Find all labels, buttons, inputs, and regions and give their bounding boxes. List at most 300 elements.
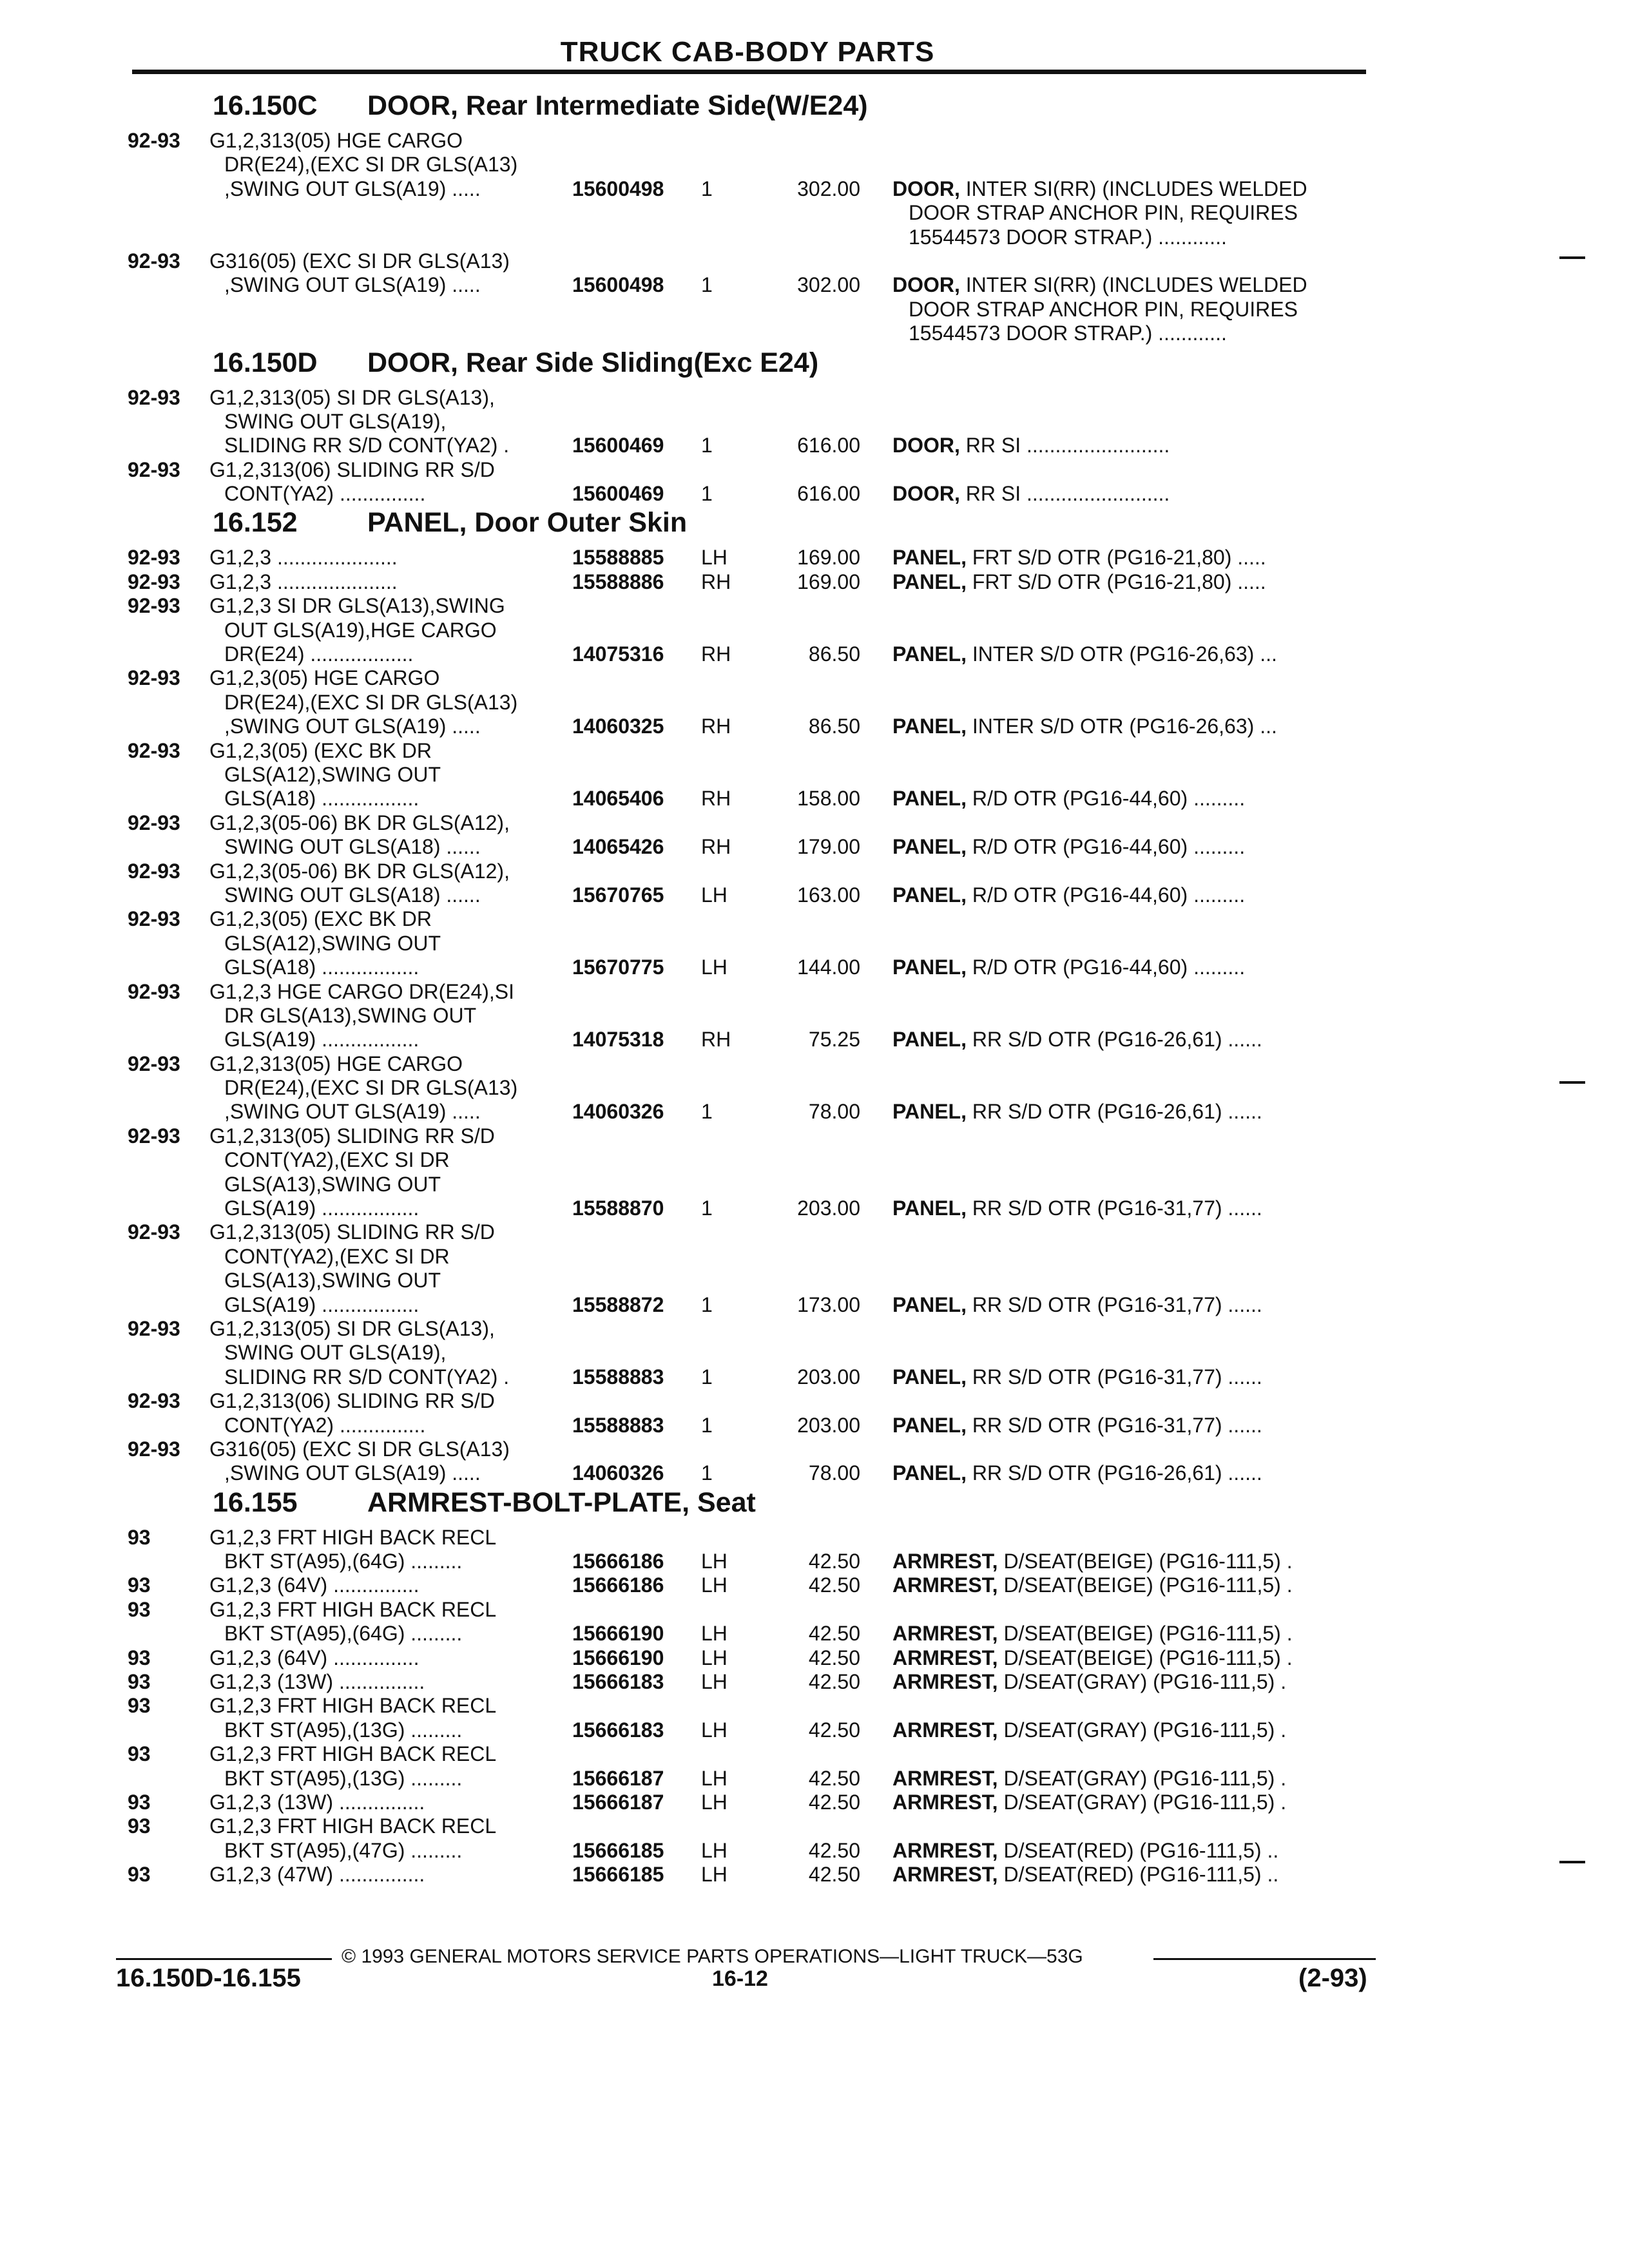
- part-name-detail: DOOR STRAP ANCHOR PIN, REQUIRES: [909, 297, 1298, 321]
- section-number: 16.155: [213, 1486, 298, 1518]
- part-name-bold: DOOR,: [892, 273, 960, 297]
- application-desc: SWING OUT GLS(A19),: [224, 1341, 447, 1365]
- parts-line: [0, 1670, 1629, 1694]
- part-name-detail: INTER S/D OTR (PG16-26,63) ...: [966, 715, 1277, 738]
- parts-line: [0, 1414, 1629, 1437]
- part-name: [892, 570, 1266, 594]
- section-heading: [0, 346, 1629, 386]
- parts-line: [0, 153, 1629, 177]
- model-years: 92-93: [128, 570, 180, 593]
- model-years: 92-93: [128, 666, 180, 690]
- parts-line: [0, 980, 1629, 1004]
- parts-line: [0, 1791, 1629, 1814]
- parts-line: [0, 1742, 1629, 1766]
- part-name: [909, 226, 1227, 249]
- model-years: 93: [128, 1814, 151, 1838]
- part-name-detail: D/SEAT(BEIGE) (PG16-111,5) .: [998, 1646, 1293, 1669]
- application-desc: G1,2,3 FRT HIGH BACK RECL: [209, 1814, 497, 1838]
- section-title: PANEL, Door Outer Skin: [367, 507, 688, 539]
- quantity: RH: [701, 642, 731, 666]
- application-desc: GLS(A12),SWING OUT: [224, 931, 441, 955]
- parts-line: [0, 835, 1629, 859]
- application-desc: G1,2,3 .....................: [209, 570, 398, 593]
- part-name: [892, 956, 1245, 979]
- price: 203.00: [797, 1413, 860, 1437]
- part-name: [892, 482, 1170, 506]
- part-name-detail: R/D OTR (PG16-44,60) .........: [966, 956, 1246, 979]
- part-name-detail: D/SEAT(GRAY) (PG16-111,5) .: [998, 1718, 1287, 1742]
- section-heading: [0, 506, 1629, 546]
- quantity: RH: [701, 835, 731, 859]
- part-name-bold: ARMREST,: [892, 1718, 998, 1742]
- application-desc: G1,2,3 (64V) ...............: [209, 1573, 419, 1597]
- price: 42.50: [808, 1863, 860, 1887]
- quantity: RH: [701, 715, 731, 738]
- application-desc: DR(E24),(EXC SI DR GLS(A13): [224, 1076, 518, 1100]
- application-desc: G1,2,313(05) SI DR GLS(A13),: [209, 1316, 495, 1340]
- part-name: [892, 715, 1277, 738]
- price: 616.00: [797, 482, 860, 506]
- application-desc: GLS(A12),SWING OUT: [224, 762, 441, 786]
- part-name: [892, 1718, 1286, 1742]
- model-years: 93: [128, 1670, 151, 1694]
- application-desc: G1,2,3(05-06) BK DR GLS(A12),: [209, 811, 510, 834]
- part-name-detail: D/SEAT(RED) (PG16-111,5) ..: [998, 1863, 1279, 1887]
- part-number: 15588883: [572, 1413, 664, 1437]
- application-desc: ,SWING OUT GLS(A19) .....: [224, 273, 481, 297]
- page-title: TRUCK CAB-BODY PARTS: [560, 36, 935, 68]
- part-name-detail: RR SI .........................: [959, 434, 1170, 457]
- application-desc: OUT GLS(A19),HGE CARGO: [224, 618, 497, 642]
- part-name-detail: RR S/D OTR (PG16-31,77) ......: [966, 1413, 1262, 1437]
- part-name: [909, 201, 1298, 225]
- part-name-bold: DOOR,: [892, 177, 960, 200]
- part-name-detail: DOOR STRAP ANCHOR PIN, REQUIRES: [909, 201, 1298, 225]
- price: 42.50: [808, 1646, 860, 1669]
- part-name-detail: INTER S/D OTR (PG16-26,63) ...: [966, 642, 1277, 666]
- model-years: 92-93: [128, 1220, 180, 1244]
- part-name: [892, 1767, 1286, 1791]
- footer-rule-left: [116, 1958, 332, 1960]
- price: 42.50: [808, 1670, 860, 1694]
- application-desc: G1,2,3(05) HGE CARGO: [209, 666, 440, 690]
- part-name-detail: D/SEAT(GRAY) (PG16-111,5) .: [998, 1791, 1287, 1814]
- parts-line: [0, 1196, 1629, 1220]
- price: 78.00: [808, 1461, 860, 1485]
- parts-line: [0, 1814, 1629, 1838]
- part-name-detail: INTER SI(RR) (INCLUDES WELDED: [959, 273, 1307, 297]
- price: 86.50: [808, 715, 860, 738]
- part-number: 14060326: [572, 1461, 664, 1485]
- part-number: 15666187: [572, 1791, 664, 1814]
- application-desc: G1,2,3 FRT HIGH BACK RECL: [209, 1597, 497, 1621]
- parts-line: [0, 1124, 1629, 1148]
- quantity: RH: [701, 787, 731, 811]
- parts-line: [0, 249, 1629, 273]
- application-desc: G1,2,313(05) SLIDING RR S/D: [209, 1220, 495, 1244]
- part-name-bold: ARMREST,: [892, 1838, 998, 1862]
- parts-line: [0, 1622, 1629, 1646]
- part-number: 15666183: [572, 1718, 664, 1742]
- footer-copyright: © 1993 GENERAL MOTORS SERVICE PARTS OPERATIONS—LIGHT TRUCK—53G: [342, 1946, 1083, 1967]
- model-years: 93: [128, 1597, 151, 1621]
- part-name: [892, 1100, 1262, 1124]
- parts-line: [0, 458, 1629, 482]
- section-title: ARMREST-BOLT-PLATE, Seat: [367, 1486, 756, 1518]
- application-desc: G1,2,3 FRT HIGH BACK RECL: [209, 1742, 497, 1766]
- parts-line: [0, 666, 1629, 690]
- part-name: [909, 322, 1227, 345]
- price: 144.00: [797, 956, 860, 979]
- model-years: 92-93: [128, 859, 180, 883]
- section-heading: [0, 89, 1629, 129]
- part-name-bold: PANEL,: [892, 1413, 967, 1437]
- part-name-bold: PANEL,: [892, 570, 967, 593]
- parts-line: [0, 1437, 1629, 1461]
- application-desc: G1,2,3 (13W) ...............: [209, 1670, 425, 1694]
- model-years: 92-93: [128, 1389, 180, 1413]
- part-number: 15588872: [572, 1293, 664, 1316]
- application-desc: SWING OUT GLS(A19),: [224, 409, 447, 433]
- quantity: 1: [701, 1413, 713, 1437]
- parts-line: [0, 410, 1629, 434]
- quantity: LH: [701, 1573, 728, 1597]
- parts-line: [0, 386, 1629, 410]
- price: 169.00: [797, 570, 860, 593]
- application-desc: G1,2,3 FRT HIGH BACK RECL: [209, 1525, 497, 1549]
- parts-line: [0, 787, 1629, 811]
- parts-line: [0, 1863, 1629, 1887]
- part-name-bold: PANEL,: [892, 642, 967, 666]
- model-years: 93: [128, 1646, 151, 1669]
- parts-line: [0, 322, 1629, 345]
- price: 302.00: [797, 177, 860, 200]
- part-name-detail: D/SEAT(BEIGE) (PG16-111,5) .: [998, 1573, 1293, 1597]
- part-name-bold: PANEL,: [892, 835, 967, 859]
- part-name-detail: 15544573 DOOR STRAP.) ............: [909, 225, 1227, 249]
- application-desc: BKT ST(A95),(13G) .........: [224, 1718, 463, 1742]
- footer-rule-right: [1153, 1958, 1376, 1960]
- parts-line: [0, 1839, 1629, 1863]
- part-number: 15588885: [572, 546, 664, 570]
- part-name-detail: RR S/D OTR (PG16-31,77) ......: [966, 1293, 1262, 1316]
- application-desc: G1,2,3 HGE CARGO DR(E24),SI: [209, 979, 515, 1003]
- part-number: 15666190: [572, 1646, 664, 1669]
- price: 42.50: [808, 1573, 860, 1597]
- application-desc: DR(E24) ..................: [224, 642, 414, 666]
- application-desc: SWING OUT GLS(A18) ......: [224, 835, 481, 859]
- quantity: 1: [701, 1100, 713, 1124]
- model-years: 92-93: [128, 811, 180, 834]
- footer-section-range: 16.150D-16.155: [116, 1964, 301, 1992]
- parts-line: [0, 1293, 1629, 1317]
- part-name: [892, 1461, 1262, 1485]
- part-name: [892, 1196, 1262, 1220]
- model-years: 93: [128, 1863, 151, 1887]
- part-name: [892, 1573, 1293, 1597]
- part-number: 15670775: [572, 956, 664, 979]
- parts-line: [0, 715, 1629, 738]
- part-name: [909, 298, 1298, 322]
- model-years: 92-93: [128, 1124, 180, 1148]
- model-years: 92-93: [128, 546, 180, 570]
- section-number: 16.150C: [213, 90, 318, 121]
- application-desc: GLS(A18) .................: [224, 956, 419, 979]
- part-name-detail: RR S/D OTR (PG16-31,77) ......: [966, 1365, 1262, 1389]
- parts-line: [0, 811, 1629, 835]
- part-name: [892, 1670, 1286, 1694]
- quantity: LH: [701, 1838, 728, 1862]
- price: 75.25: [808, 1028, 860, 1052]
- model-years: 92-93: [128, 738, 180, 762]
- model-years: 93: [128, 1525, 151, 1549]
- application-desc: BKT ST(A95),(47G) .........: [224, 1838, 463, 1862]
- application-desc: G1,2,313(06) SLIDING RR S/D: [209, 457, 495, 481]
- model-years: 92-93: [128, 1437, 180, 1461]
- parts-line: [0, 1004, 1629, 1028]
- quantity: LH: [701, 1766, 728, 1790]
- quantity: LH: [701, 883, 728, 907]
- margin-mark: [1559, 256, 1585, 259]
- parts-line: [0, 273, 1629, 297]
- part-name-bold: PANEL,: [892, 1196, 967, 1220]
- application-desc: G316(05) (EXC SI DR GLS(A13): [209, 1437, 510, 1461]
- part-name-detail: R/D OTR (PG16-44,60) .........: [966, 835, 1246, 859]
- application-desc: G316(05) (EXC SI DR GLS(A13): [209, 249, 510, 273]
- part-name: [892, 1839, 1278, 1863]
- quantity: 1: [701, 1196, 713, 1220]
- part-number: 15600469: [572, 482, 664, 506]
- part-name-bold: ARMREST,: [892, 1791, 998, 1814]
- section-number: 16.150D: [213, 347, 318, 378]
- part-name: [892, 787, 1245, 811]
- parts-line: [0, 1526, 1629, 1550]
- application-desc: BKT ST(A95),(64G) .........: [224, 1550, 463, 1573]
- parts-line: [0, 739, 1629, 763]
- model-years: 93: [128, 1694, 151, 1718]
- footer-revision-date: (2-93): [1298, 1964, 1367, 1992]
- model-years: 92-93: [128, 457, 180, 481]
- application-desc: CONT(YA2),(EXC SI DR: [224, 1244, 450, 1268]
- parts-line: [0, 1550, 1629, 1573]
- price: 86.50: [808, 642, 860, 666]
- price: 302.00: [797, 273, 860, 297]
- model-years: 93: [128, 1791, 151, 1814]
- part-number: 15588886: [572, 570, 664, 593]
- parts-line: [0, 1646, 1629, 1670]
- parts-line: [0, 642, 1629, 666]
- application-desc: G1,2,3 (47W) ...............: [209, 1863, 425, 1887]
- part-name-bold: ARMREST,: [892, 1550, 998, 1573]
- parts-line: [0, 434, 1629, 457]
- model-years: 92-93: [128, 1052, 180, 1075]
- part-name: [892, 1863, 1278, 1887]
- parts-line: [0, 1389, 1629, 1413]
- application-desc: G1,2,3 .....................: [209, 546, 398, 570]
- quantity: 1: [701, 1365, 713, 1389]
- quantity: LH: [701, 1670, 728, 1694]
- part-name-bold: ARMREST,: [892, 1573, 998, 1597]
- part-number: 15666183: [572, 1670, 664, 1694]
- application-desc: SWING OUT GLS(A18) ......: [224, 883, 481, 907]
- part-number: 15666185: [572, 1863, 664, 1887]
- parts-line: [0, 1694, 1629, 1718]
- parts-line: [0, 570, 1629, 594]
- application-desc: G1,2,3 (13W) ...............: [209, 1791, 425, 1814]
- quantity: 1: [701, 1293, 713, 1316]
- price: 78.00: [808, 1100, 860, 1124]
- part-name-bold: ARMREST,: [892, 1863, 998, 1887]
- price: 42.50: [808, 1550, 860, 1573]
- part-number: 14060326: [572, 1100, 664, 1124]
- application-desc: G1,2,3(05) (EXC BK DR: [209, 907, 432, 931]
- part-number: 15600498: [572, 273, 664, 297]
- price: 158.00: [797, 787, 860, 811]
- part-number: 15666186: [572, 1550, 664, 1573]
- application-desc: GLS(A13),SWING OUT: [224, 1172, 441, 1196]
- part-number: 15666186: [572, 1573, 664, 1597]
- price: 173.00: [797, 1293, 860, 1316]
- parts-line: [0, 691, 1629, 715]
- application-desc: DR(E24),(EXC SI DR GLS(A13): [224, 690, 518, 714]
- part-name-detail: D/SEAT(BEIGE) (PG16-111,5) .: [998, 1622, 1293, 1646]
- quantity: 1: [701, 1461, 713, 1485]
- margin-mark: [1559, 1081, 1585, 1084]
- part-name-bold: ARMREST,: [892, 1622, 998, 1646]
- model-years: 93: [128, 1742, 151, 1766]
- part-name: [892, 1550, 1293, 1573]
- model-years: 92-93: [128, 1316, 180, 1340]
- parts-line: [0, 1028, 1629, 1052]
- part-name-detail: D/SEAT(GRAY) (PG16-111,5) .: [998, 1766, 1287, 1790]
- part-name: [892, 273, 1307, 297]
- application-desc: GLS(A18) .................: [224, 787, 419, 811]
- part-name-bold: PANEL,: [892, 1293, 967, 1316]
- quantity: LH: [701, 1646, 728, 1669]
- model-years: 93: [128, 1573, 151, 1597]
- application-desc: GLS(A19) .................: [224, 1028, 419, 1052]
- parts-line: [0, 619, 1629, 642]
- parts-line: [0, 177, 1629, 201]
- part-name-detail: R/D OTR (PG16-44,60) .........: [966, 787, 1246, 811]
- application-desc: G1,2,313(05) SLIDING RR S/D: [209, 1124, 495, 1148]
- model-years: 92-93: [128, 907, 180, 931]
- parts-line: [0, 1573, 1629, 1597]
- quantity: RH: [701, 1028, 731, 1052]
- part-name: [892, 1622, 1293, 1646]
- part-name-bold: ARMREST,: [892, 1670, 998, 1694]
- part-name-bold: PANEL,: [892, 883, 967, 907]
- part-name: [892, 1028, 1262, 1052]
- parts-line: [0, 1269, 1629, 1293]
- model-years: 92-93: [128, 129, 180, 152]
- parts-line: [0, 546, 1629, 570]
- price: 42.50: [808, 1766, 860, 1790]
- part-name-detail: D/SEAT(RED) (PG16-111,5) ..: [998, 1838, 1279, 1862]
- parts-line: [0, 1598, 1629, 1622]
- parts-line: [0, 129, 1629, 153]
- part-name-detail: INTER SI(RR) (INCLUDES WELDED: [959, 177, 1307, 200]
- part-name: [892, 1414, 1262, 1437]
- parts-line: [0, 956, 1629, 979]
- application-desc: SLIDING RR S/D CONT(YA2) .: [224, 1365, 510, 1389]
- application-desc: CONT(YA2) ...............: [224, 1413, 426, 1437]
- parts-line: [0, 1767, 1629, 1791]
- parts-line: [0, 860, 1629, 883]
- application-desc: BKT ST(A95),(64G) .........: [224, 1622, 463, 1646]
- margin-mark: [1559, 1861, 1585, 1863]
- section-heading: [0, 1486, 1629, 1526]
- price: 203.00: [797, 1365, 860, 1389]
- part-name-detail: RR S/D OTR (PG16-31,77) ......: [966, 1196, 1262, 1220]
- parts-line: [0, 298, 1629, 322]
- model-years: 92-93: [128, 385, 180, 409]
- parts-line: [0, 907, 1629, 931]
- section-title: DOOR, Rear Intermediate Side(W/E24): [367, 90, 868, 121]
- part-name-bold: ARMREST,: [892, 1646, 998, 1669]
- part-name-bold: PANEL,: [892, 1028, 967, 1052]
- parts-line: [0, 594, 1629, 618]
- parts-line: [0, 1317, 1629, 1341]
- part-name: [892, 434, 1170, 457]
- part-name-detail: 15544573 DOOR STRAP.) ............: [909, 322, 1227, 345]
- application-desc: G1,2,3(05-06) BK DR GLS(A12),: [209, 859, 510, 883]
- part-name: [892, 1365, 1262, 1389]
- model-years: 92-93: [128, 594, 180, 618]
- parts-line: [0, 932, 1629, 956]
- part-name: [892, 642, 1277, 666]
- price: 42.50: [808, 1791, 860, 1814]
- quantity: LH: [701, 1550, 728, 1573]
- section-number: 16.152: [213, 507, 298, 539]
- parts-line: [0, 883, 1629, 907]
- part-name-bold: PANEL,: [892, 1365, 967, 1389]
- part-name-bold: PANEL,: [892, 1461, 967, 1485]
- part-name-detail: RR S/D OTR (PG16-26,61) ......: [966, 1461, 1262, 1485]
- application-desc: ,SWING OUT GLS(A19) .....: [224, 177, 481, 200]
- part-name: [892, 1293, 1262, 1317]
- application-desc: ,SWING OUT GLS(A19) .....: [224, 1461, 481, 1485]
- application-desc: CONT(YA2) ...............: [224, 482, 426, 506]
- part-name-detail: RR SI .........................: [959, 482, 1170, 506]
- parts-line: [0, 763, 1629, 787]
- part-number: 15666185: [572, 1838, 664, 1862]
- parts-line: [0, 1365, 1629, 1389]
- part-name-detail: D/SEAT(GRAY) (PG16-111,5) .: [998, 1670, 1287, 1694]
- application-desc: ,SWING OUT GLS(A19) .....: [224, 1100, 481, 1124]
- part-name: [892, 177, 1307, 201]
- application-desc: SLIDING RR S/D CONT(YA2) .: [224, 434, 510, 457]
- parts-line: [0, 1461, 1629, 1485]
- application-desc: G1,2,313(06) SLIDING RR S/D: [209, 1389, 495, 1413]
- part-name-bold: PANEL,: [892, 715, 967, 738]
- price: 42.50: [808, 1622, 860, 1646]
- price: 203.00: [797, 1196, 860, 1220]
- quantity: LH: [701, 956, 728, 979]
- part-name-bold: DOOR,: [892, 434, 960, 457]
- part-name-detail: RR S/D OTR (PG16-26,61) ......: [966, 1100, 1262, 1124]
- application-desc: G1,2,3 SI DR GLS(A13),SWING: [209, 594, 505, 618]
- application-desc: G1,2,3(05) (EXC BK DR: [209, 738, 432, 762]
- part-number: 14075316: [572, 642, 664, 666]
- application-desc: GLS(A19) .................: [224, 1196, 419, 1220]
- part-name-detail: FRT S/D OTR (PG16-21,80) .....: [966, 570, 1266, 593]
- part-name-detail: RR S/D OTR (PG16-26,61) ......: [966, 1028, 1262, 1052]
- header-rule: [132, 70, 1366, 74]
- part-number: 15600469: [572, 434, 664, 457]
- parts-line: [0, 226, 1629, 249]
- price: 616.00: [797, 434, 860, 457]
